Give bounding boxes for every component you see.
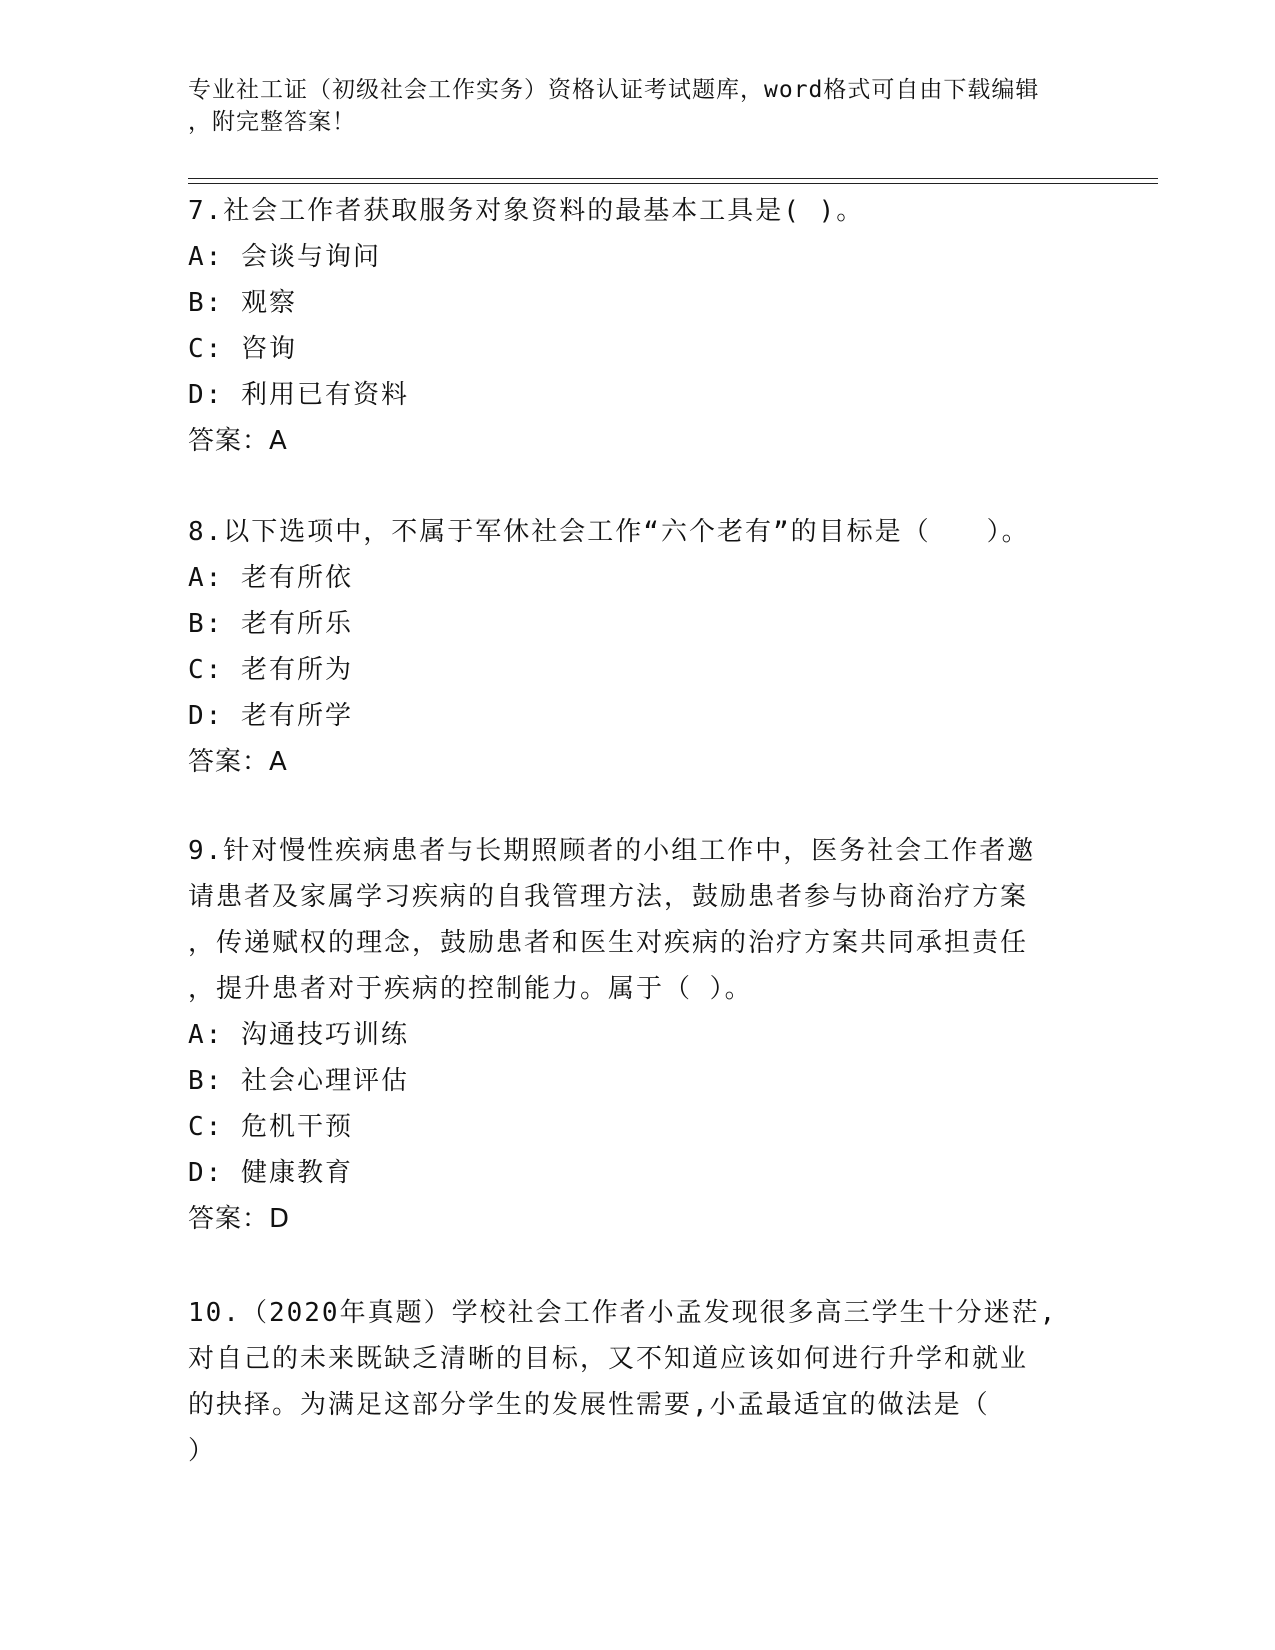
- question-9: [188, 828, 1068, 1242]
- answer: 答案：A: [188, 426, 288, 456]
- question-stem-line: 9.针对慢性疾病患者与长期照顾者的小组工作中，医务社会工作者邀: [188, 836, 1036, 866]
- option-b: B: 老有所乐: [188, 609, 353, 639]
- header-divider-bottom: [188, 183, 1158, 184]
- question-7: [188, 188, 1068, 464]
- header-divider-top: [188, 178, 1158, 179]
- question-stem-line: ）: [188, 1436, 217, 1466]
- question-stem-line: ，提升患者对于疾病的控制能力。属于（ ）。: [188, 974, 753, 1004]
- option-b: B: 社会心理评估: [188, 1066, 409, 1096]
- header-line-2: ，附完整答案！: [188, 109, 356, 135]
- option-d: D: 健康教育: [188, 1158, 353, 1188]
- option-d: D: 利用已有资料: [188, 380, 409, 410]
- question-stem-line: 请患者及家属学习疾病的自我管理方法，鼓励患者参与协商治疗方案: [188, 882, 1029, 912]
- header-line-1: 专业社工证（初级社会工作实务）资格认证考试题库，word格式可自由下载编辑: [188, 77, 1040, 103]
- option-a: A: 沟通技巧训练: [188, 1020, 409, 1050]
- question-stem: 7.社会工作者获取服务对象资料的最基本工具是( )。: [188, 196, 865, 226]
- option-c: C: 危机干预: [188, 1112, 353, 1142]
- option-c: C: 咨询: [188, 334, 297, 364]
- option-c: C: 老有所为: [188, 655, 353, 685]
- question-stem-line: 10.（2020年真题）学校社会工作者小孟发现很多高三学生十分迷茫,: [188, 1298, 1058, 1328]
- question-stem-line: 的抉择。为满足这部分学生的发展性需要,小孟最适宜的做法是（: [188, 1390, 990, 1420]
- option-d: D: 老有所学: [188, 701, 353, 731]
- option-a: A: 会谈与询问: [188, 242, 381, 272]
- question-8: [188, 509, 1068, 785]
- option-a: A: 老有所依: [188, 563, 353, 593]
- option-b: B: 观察: [188, 288, 297, 318]
- question-stem: 8.以下选项中，不属于军休社会工作“六个老有”的目标是（ ）。: [188, 517, 1030, 547]
- answer: 答案：D: [188, 1204, 291, 1234]
- document-header: [188, 74, 1068, 138]
- question-stem-line: ，传递赋权的理念，鼓励患者和医生对疾病的治疗方案共同承担责任: [188, 928, 1029, 958]
- question-10: [188, 1290, 1068, 1474]
- question-stem-line: 对自己的未来既缺乏清晰的目标，又不知道应该如何进行升学和就业: [188, 1344, 1029, 1374]
- answer: 答案：A: [188, 747, 288, 777]
